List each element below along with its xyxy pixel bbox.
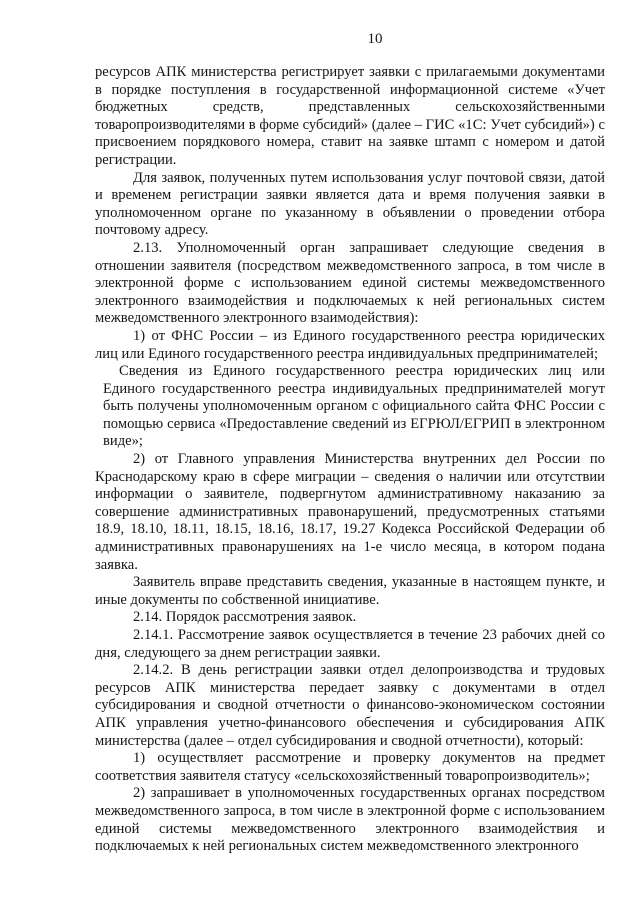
paragraph-postal-registration: Для заявок, полученных путем использования услуг почтовой связи, датой и временем регистрации заявки является дата и время получения заявки в уполномоченном органе по указанному в объявлении о проведении отбора почтовому адресу.	[95, 169, 605, 239]
page-number: 10	[367, 31, 383, 47]
paragraph-2-14-2: 2.14.2. В день регистрации заявки отдел делопроизводства и трудовых ресурсов АПК министерства передает заявку с документами в отдел субсидирования и сводной отчетности о финансово-экономическом состоянии АПК управления учетно-финансового обеспечения и субсидирования АПК министерства (далее – отдел субсидирования и сводной отчетности), который:	[95, 662, 605, 749]
paragraph-2-14: 2.14. Порядок рассмотрения заявок.	[133, 609, 357, 626]
paragraph-egrul-note: Сведения из Единого государственного реестра юридических лиц или Единого государственного реестра индивидуальных предпринимателей могут быть получены уполномоченным органом с официального сайта ФНС России с помощью сервиса «Предоставление сведений из ЕГРЮЛ/ЕГРИП в электронном виде»;	[103, 363, 605, 450]
paragraph-item-fns: 1) от ФНС России – из Единого государственного реестра юридических лиц или Единого государственного реестра индивидуальных предпринимателей;	[95, 327, 605, 362]
paragraph-item-request: 2) запрашивает в уполномоченных государственных органах посредством межведомственного запроса, в том числе в электронной форме с использованием единой системы межведомственного электронного взаимодействия и подключаемых к ней региональных систем межведомственного электронного	[95, 785, 605, 855]
paragraph-2-13: 2.13. Уполномоченный орган запрашивает следующие сведения в отношении заявителя (посредством межведомственного запроса, в том числе в электронной форме с использованием единой системы межведомственного электронного взаимодействия и подключаемых к ней региональных систем межведомственного электронного взаимодействия):	[95, 239, 605, 327]
document-body	[95, 64, 605, 856]
paragraph-continuation: ресурсов АПК министерства регистрирует заявки с прилагаемыми документами в порядке поступления в государственной информационной системе «Учет бюджетных средств, представленных сельскохозяйственными товаропроизводителями в форме субсидий» (далее – ГИС «1С: Учет субсидий») с присвоением порядкового номера, ставит на заявке штамп с номером и датой регистрации.	[95, 64, 605, 168]
paragraph-2-14-1: 2.14.1. Рассмотрение заявок осуществляется в течение 23 рабочих дней со дня, следующего за днем регистрации заявки.	[95, 627, 605, 661]
paragraph-item-mvd: 2) от Главного управления Министерства внутренних дел России по Краснодарскому краю в сфере миграции – сведения о наличии или отсутствии информации о заявителе, подвергнутом административному наказанию за совершение административных правонарушений, предусмотренных статьями 18.9, 18.10, 18.11, 18.15, 18.16, 18.17, 19.27 Кодекса Российской Федерации об административных правонарушениях на 1-е число месяца, в котором подана заявка.	[95, 451, 605, 573]
paragraph-applicant-right: Заявитель вправе представить сведения, указанные в настоящем пункте, и иные документы по собственной инициативе.	[95, 574, 605, 608]
paragraph-item-review: 1) осуществляет рассмотрение и проверку документов на предмет соответствия заявителя статусу «сельскохозяйственный товаропроизводитель»;	[95, 750, 605, 784]
